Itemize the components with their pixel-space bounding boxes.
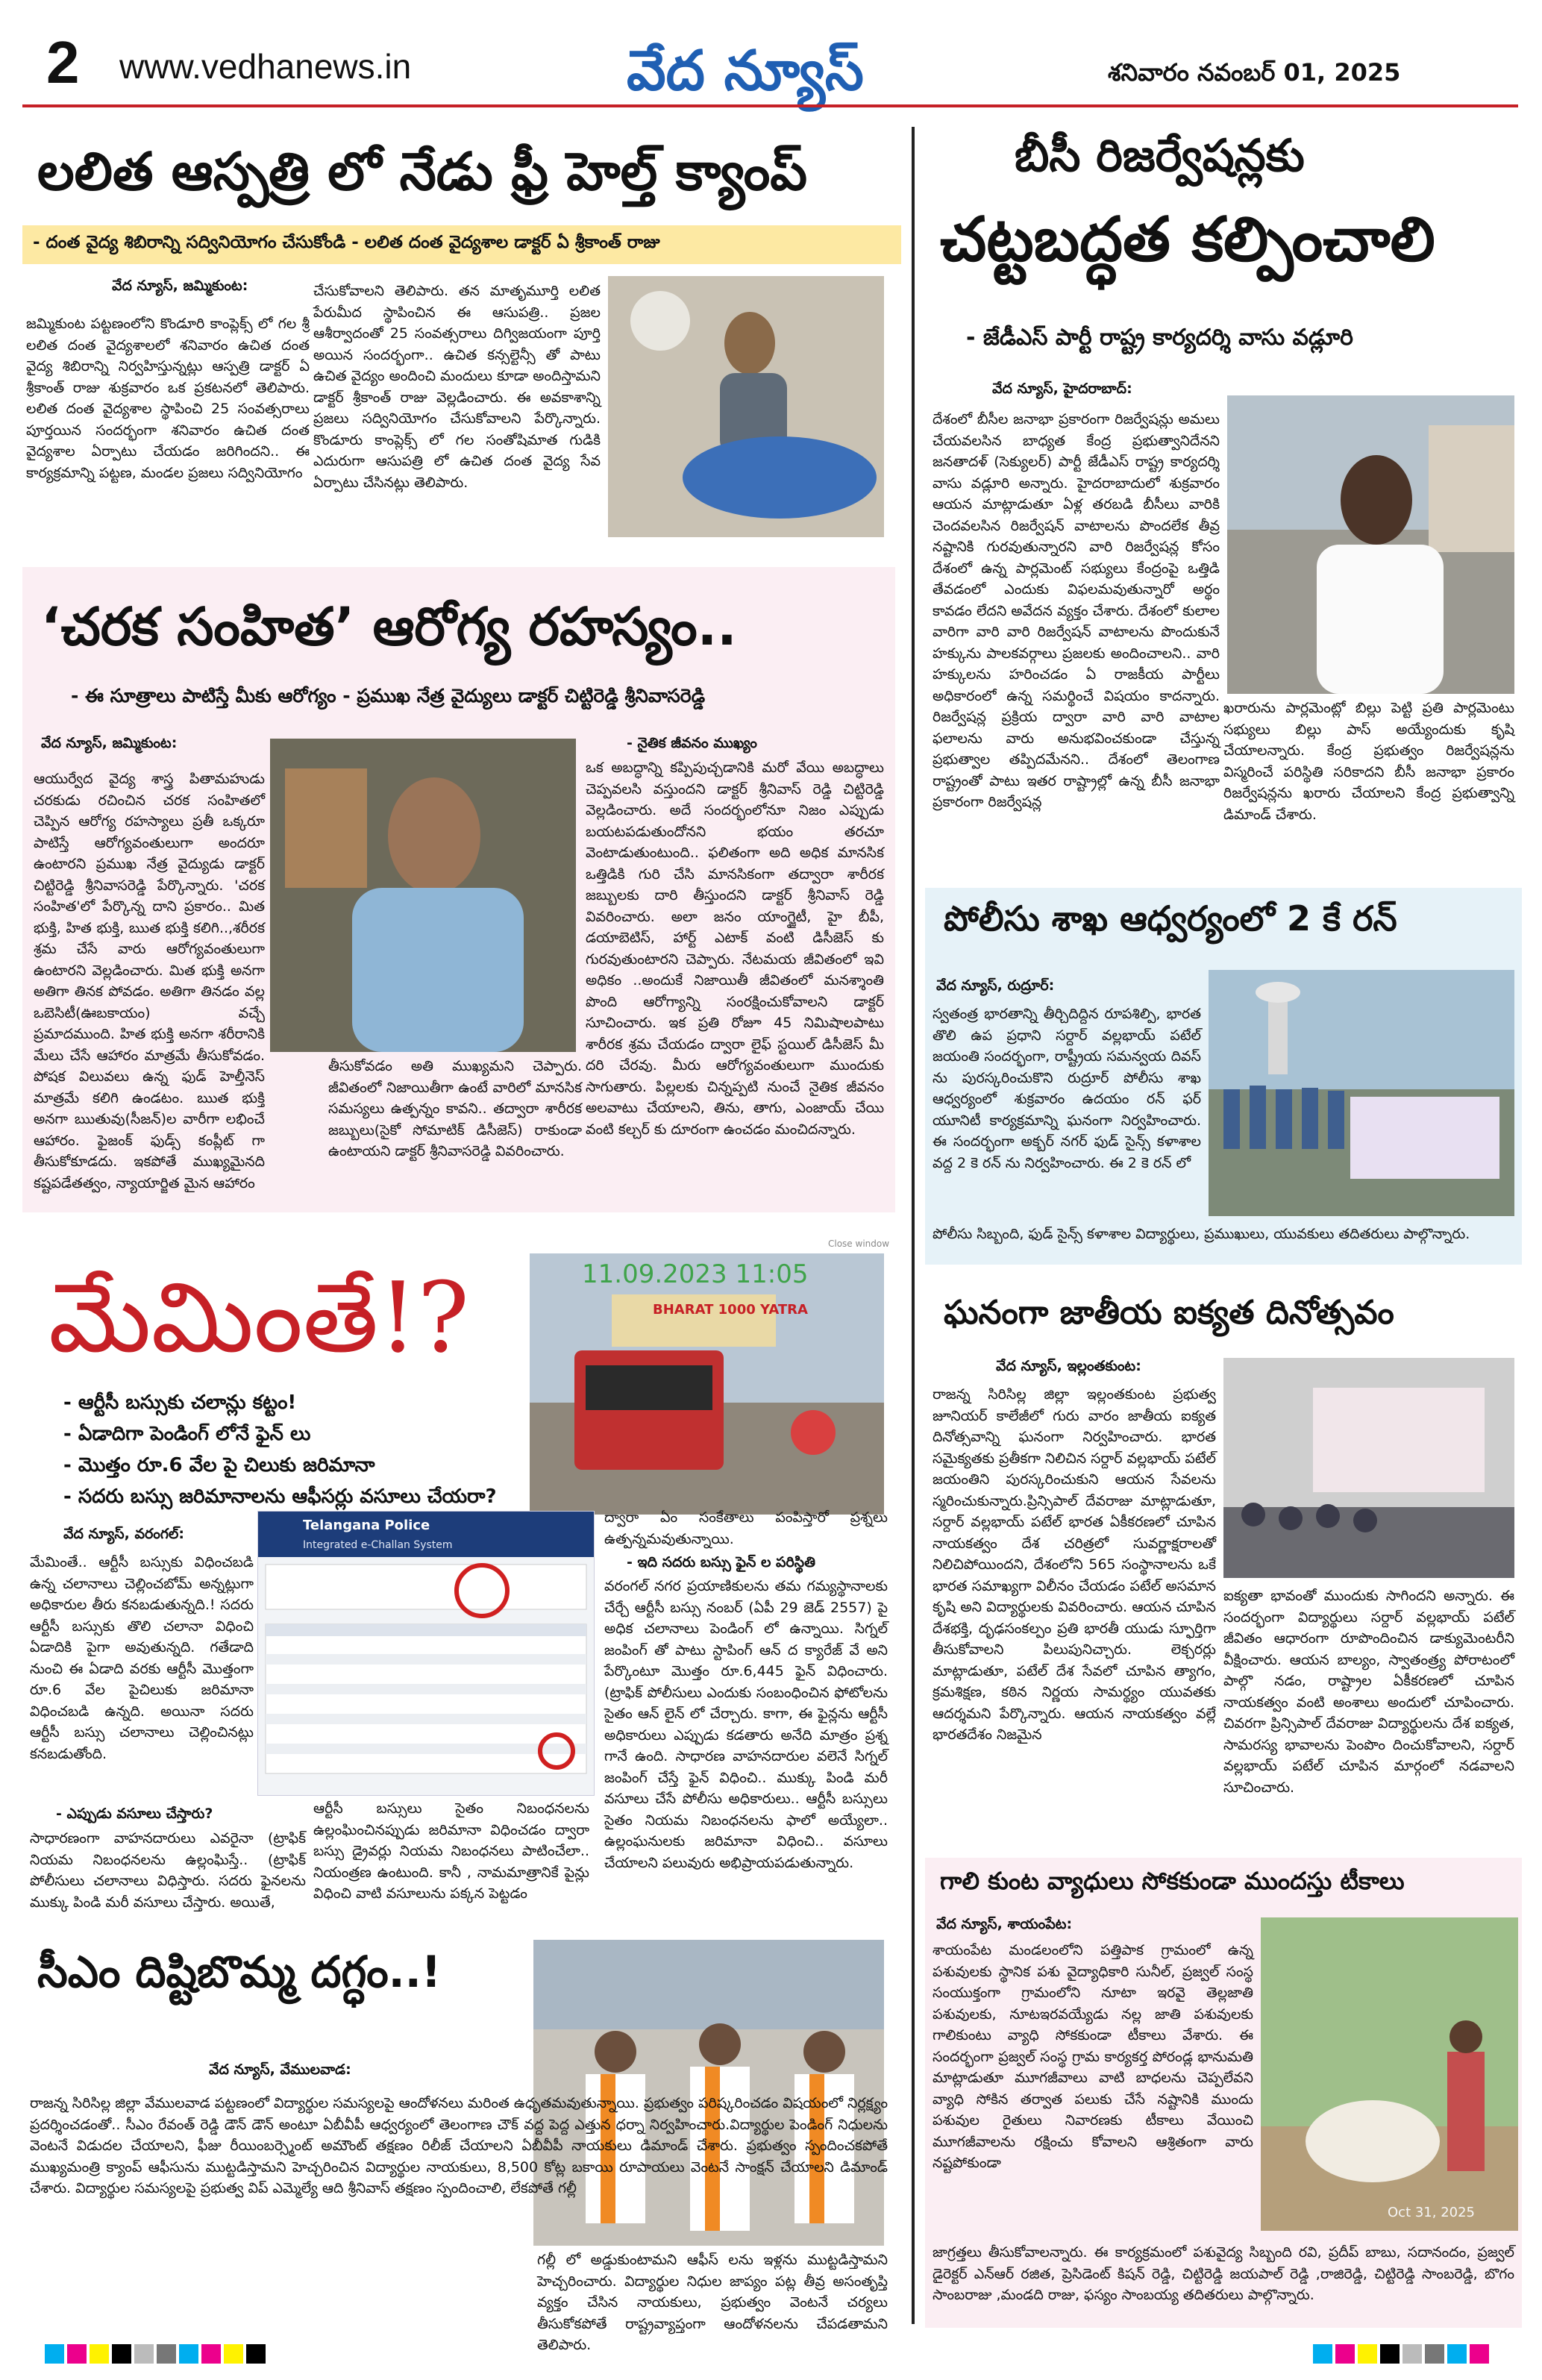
article3-col3-top: ద్వారా ఏం సంకేతాలు పంపిస్తారో ప్రశ్నలు ఉత్పన్నమవుతున్నాయి. [604, 1509, 888, 1547]
rtc-bus-photo [530, 1253, 884, 1515]
article5-col2: ఖరారును పార్లమెంట్లో బిల్లు పెట్టి ప్రతి పార్లమెంటు సభ్యులు బిల్లు పాస్ అయ్యేందుకు కృషి చేయాలన్నారు. కేంద్ర ప్రభుత్వం రిజర్వేషన్లను విస్మరించే పరిస్థితి సరికాదని బీసీ జనాభా ప్రకారం రిజర్వేషన్లను ఖరారు చేయాలని కేంద్ర ప్రభుత్వాన్ని డిమాండ్ చేశారు. [1223, 700, 1514, 823]
article8-col1: శాయంపేట మండలంలోని పత్తిపాక గ్రామంలో ఉన్న పశువులకు స్థానిక పశు వైద్యాధికారి సునీల్, ప్రజ్వల్ సంస్థ సంయుక్తంగా గ్రామంలోని నూటా ఇరవై తెల్లజాతి పశువులకు, నూటఇరవయ్యేడు నల్ల జాతి పశువులకు గాలికుంటు వ్యాధి సోకకుండా టీకాలు వేశారు. ఈ సందర్భంగా ప్రజ్వల్ సంస్థ గ్రామ కార్యకర్త పోరండ్ల భానుమతి మాట్లాడుతూ మూగజీవాలు వాటి బాధలను చెప్పలేవని వ్యాధి సోకిన తర్వాత పలుకు చేసే నష్టానికి ముందు పశువుల రైతులు నివారణకు టీకాలు వేయించి మూగజీవాలను రక్షించు కోవాలని ఆశ్రితంగా వారు నష్టపోకుండా [933, 1942, 1253, 2171]
article3-headline: మేమింతే!? [48, 1261, 470, 1374]
bullet-item: - మొత్తం రూ.6 వేల పై చిలుకు జరిమానా [63, 1454, 375, 1476]
article8-headline: గాలి కుంట వ్యాధులు సోకకుండా ముందస్తు టీకాలు [940, 1867, 1405, 1895]
page-number: 2 [46, 29, 80, 95]
article5-subline: - జేడీఎస్ పార్టీ రాష్ట్ర కార్యదర్శి వాసు వడ్లూరి [966, 325, 1353, 351]
article5-headline-line1: బీసీ రిజర్వేషన్లకు [1015, 130, 1305, 182]
article3-col2: ఆర్టీసీ బస్సులు సైతం నిబంధనలను ఉల్లంఘించినప్పుడు జరిమానా విధించడం ద్వారా బస్సు డ్రైవర్లు నియమ నిబంధనలు పాటించేలా.. నియంత్రణ ఉంటుంది. కానీ , నామమాత్రానికే పైన్లు విధించి వాటి వసూలును పక్కన పెట్టడం [313, 1800, 589, 1902]
article4-credit: వేద న్యూస్, వేములవాడ: [209, 2061, 351, 2078]
article3-subheading: - ఎప్పుడు వసూలు చేస్తారు? [56, 1806, 213, 1822]
article3-credit: వేద న్యూస్, వరంగల్: [63, 1526, 184, 1542]
2k-run-photo [1209, 970, 1514, 1216]
newspaper-logo: వేద న్యూస్ [627, 39, 864, 103]
bullet-item: - ఏడాదిగా పెండింగ్ లోనే ఫైన్ లు [63, 1423, 311, 1445]
article7-credit: వేద న్యూస్, ఇల్లంతకుంట: [996, 1358, 1141, 1374]
photo-source-note: Close window [828, 1238, 890, 1249]
article7-col1: రాజన్న సిరిసిల్ల జిల్లా ఇల్లంతకుంట ప్రభుత్వ జూనియర్ కాలేజీలో గురు వారం జాతీయ ఐక్యత దినోత్సవాన్ని ఘనంగా నిర్వహించారు. భారత సమైక్యతకు ప్రతీకగా నిలిచిన సర్దార్ వల్లభాయ్ పటేల్ జయంతిని పురస్కరించుకుని ఆయన సేవలను స్మరించుకున్నారు.ప్రిన్సిపాల్ దేవరాజు మాట్లాడుతూ, సర్దార్ వల్లభాయ్ పటేల్ భారత ఏకీకరణలో చూపిన నాయకత్వం దేశ చరిత్రలో సువర్ణాక్షరాలతో నిలిచిపోయిందని, దేశంలోని 565 సంస్థానాలను ఒకే భారత సమాఖ్యగా విలీనం చేయడం పటేల్ అసమాన కృషి అని విద్యార్థులకు వివరించారు. ఆయన చూపిన దేశభక్తి, దృఢసంకల్పం ప్రతి భారతీ యుడు స్ఫూర్తిగా తీసుకోవాలని పిలుపునిచ్చారు. లెక్చరర్లు మాట్లాడుతూ, పటేల్ దేశ సేవలో చూపిన త్యాగం, క్రమశిక్షణ, కఠిన నిర్ణయ సామర్థ్యం యువతకు ఆదర్శమని పేర్కొన్నారు. ఆయన నాయకత్వం వల్లే భారతదేశం నిజమైన [933, 1386, 1216, 1743]
article6-headline: పోలీసు శాఖ ఆధ్వర్యంలో 2 కే రన్ [944, 898, 1397, 939]
echallan-title: Telangana Police [258, 1512, 594, 1539]
article3-bullets [63, 1391, 526, 1517]
article7-col2: ఐక్యతా భావంతో ముందుకు సాగిందని అన్నారు. ఈ సందర్భంగా విద్యార్థులు సర్దార్ వల్లభాయ్ పటేల్ జీవితం ఆధారంగా రూపొందించిన డాక్యుమెంటరీని వీక్షించారు. ఆయన బాల్యం, స్వాతంత్ర్య పోరాటంలో పాల్గొ నడం, రాష్ట్రాల ఏకీకరణలో చూపిన నాయకత్వం వంటి అంశాలు అందులో చూపించారు. చివరగా ప్రిన్సిపాల్ దేవరాజు విద్యార్థులను దేశ ఐక్యత, సామరస్య భావాలను పెంపొం దించుకోవాలని, సర్దార్ వల్లభాయ్ పటేల్ చూపిన మార్గంలో నడవాలని సూచించారు. [1223, 1588, 1514, 1796]
article4-headline: సీఎం దిష్టిబొమ్మ దగ్ధం..! [37, 1947, 442, 1997]
echallan-screenshot [257, 1511, 595, 1796]
photo-timestamp: 11.09.2023 11:05 [582, 1259, 809, 1289]
article2-col2: తీసుకోవడం అతి ముఖ్యమని చెప్పారు. జీవితంలో నిజాయితీగా ఉంటే వారిలో మానసిక సమస్యలు ఉత్పన్నం కావని.. తద్వారా శారీరక జబ్బులు(సైకో సోమాటిక్ డిసీజెస్) రాకుండా ఉంటాయని డాక్టర్ శ్రీనివాసరెడ్డి వివరించారు. [328, 1058, 582, 1159]
registration-strip-left [45, 2344, 269, 2364]
article6-tail: పోలీసు సిబ్బంది, ఫుడ్ సైన్స్ కళాశాల విద్యార్థులు, ప్రముఖులు, యువకులు తదితరులు పాల్గొన్నారు. [933, 1226, 1470, 1242]
article2-subline: - ఈ సూత్రాలు పాటిస్తే మీకు ఆరోగ్యం - ప్రముఖ నేత్ర వైద్యులు డాక్టర్ చిట్టిరెడ్డి శ్రీనివాసరెడ్డి [71, 685, 706, 707]
article5-credit: వేద న్యూస్, హైదరాబాద్: [992, 381, 1132, 397]
article8-tail: జాగ్రత్తలు తీసుకోవాలన్నారు. ఈ కార్యక్రమంలో పశువైద్య సిబ్బంది రవి, ప్రదీప్ బాబు, సదానందం, ప్రజ్వల్ డైరెక్టర్ ఎన్ఆర్ రజిత, ప్రెసిడెంట్ కిషన్ రెడ్డి, చిట్టిరెడ్డి జయపాల్ రెడ్డి ,రాజిరెడ్డి, చిట్టిరెడ్డి సాంబరెడ్డి, బొగం సాంబరాజు ,మండది రాజు, ఫస్యం సాంబయ్య తదితరులు పాల్గొన్నారు. [933, 2244, 1514, 2303]
article7-headline: ఘనంగా జాతీయ ఐక్యత దినోత్సవం [944, 1294, 1394, 1332]
registration-strip-right [1313, 2344, 1492, 2364]
issue-date: శనివారం నవంబర్ 01, 2025 [1108, 58, 1401, 87]
bullet-item: - ఆర్టీసీ బస్సుకు చలాన్లు కట్టం! [63, 1391, 297, 1414]
article3-col1: మేమింతే.. ఆర్టీసీ బస్సుకు విధించబడి ఉన్న చలానాలు చెల్లించబోమ్ అన్నట్లుగా అధికారుల తీరు కనబడుతున్నది.! సదరు ఆర్టీసీ బస్సుకు తొలి చలానా విధించి ఏడాదికి పైగా అవుతున్నది. గతేడాది నుంచి ఈ ఏడాది వరకు ఆర్టీసీ మొత్తంగా రూ.6 వేల పైచిలుకు జరిమానా విధించబడి ఉన్నది. అయినా సదరు ఆర్టీసీ బస్సు చలానాలు చెల్లించినట్లు కనబడుతోంది. [30, 1554, 254, 1762]
article1-subline: - దంత వైద్య శిబిరాన్ని సద్వినియోగం చేసుకోండి - లలిత దంత వైద్యశాల డాక్టర్ ఏ శ్రీకాంత్ రాజు [22, 225, 901, 264]
article2-side-heading: - నైతిక జీవనం ముఖ్యం [627, 735, 757, 751]
article1-credit: వేద న్యూస్, జమ్మికుంట: [112, 278, 248, 294]
article2-col1: ఆయుర్వేద వైద్య శాస్త్ర పితామహుడు చరకుడు రచించిన చరక సంహితలో చెప్పిన ఆరోగ్య రహస్యాలు ప్రతీ ఒక్కరూ పాటిస్తే ఆరోగ్యవంతులుగా అందరూ ఉంటారని ప్రముఖ నేత్ర వైద్యుడు డాక్టర్ చిట్టిరెడ్డి శ్రీనివాసరెడ్డి పేర్కొన్నారు. 'చరక సంహిత'లో పేర్కొన్న దాని ప్రకారం.. మిత భుక్తి, హిత భుక్తి, ఋత భుక్తి కలిగి..,శరీరక శ్రమ చేసే వారు ఆరోగ్యవంతులుగా ఉంటారని వెల్లడించారు. మిత భుక్తి అనగా అతిగా తినక పోవడం. అతిగా తినడం వల్ల ఒబెసిటీ(ఊబకాయం) వచ్చే ప్రమాదముంది. హిత భుక్తి అనగా శరీరానికి మేలు చేసే ఆహారం మాత్రమే తీసుకోవడం. పోషక విలువలు ఉన్న ఫుడ్ హెల్తీనెస్ మాత్రమే కలిగి ఉండటం. ఋత భుక్తి అనగా ఋతువు(సీజన్)ల వారీగా లభించే ఆహారం. ఫైజంక్ ఫుడ్స్ కంప్లీట్ గా తీసుకోకూడదు. ఇకపోతే ముఖ్యమైనది కష్టపడేతత్వం, న్యాయార్జిత మైన ఆహారం [34, 771, 265, 1191]
article6-col1: స్వతంత్ర భారతాన్ని తీర్చిదిద్దిన రూపశిల్పి, భారత తొలి ఉప ప్రధాని సర్దార్ వల్లభాయ్ పటేల్ జయంతి సందర్భంగా, రాష్ట్రీయ సమన్వయ దివస్ ను పురస్కరించుకొని రుద్రూర్ పోలీసు శాఖ ఆధ్వర్యంలో శుక్రవారం ఉదయం రన్ ఫర్ యూనిటీ కార్యక్రమాన్ని ఘనంగా నిర్వహించారు. ఈ సందర్భంగా అక్బర్ నగర్ ఫుడ్ సైన్స్ కళాశాల వద్ద 2 కె రన్ ను నిర్వహించారు. ఈ 2 కె రన్ లో [933, 1006, 1201, 1171]
article1-col2: చేసుకోవాలని తెలిపారు. తన మాతృమూర్తి లలిత పేరుమీద స్థాపించిన ఈ ఆసుపత్రి.. ప్రజల ఆశీర్వాదంతో 25 సంవత్సరాలు దిగ్విజయంగా పూర్తి అయిన సందర్భంగా.. ఉచిత కన్సల్టెన్సీ తో పాటు ఉచిత వైద్యం అందించి మందులు కూడా అందిస్తామని డాక్టర్ శ్రీకాంత్ రాజు వెల్లడించారు. ఈ అవకాశాన్ని ప్రజలు సద్వినియోగం చేసుకోవాలని పేర్కొన్నారు. కొండూరు కాంప్లెక్స్ లో గల సంతోషిమాత గుడికి ఎదురుగా ఆసుపత్రి లో ఉచిత దంత వైద్య సేవ ఏర్పాటు చేసినట్లు తెలిపారు. [313, 283, 601, 491]
article1-col1: జమ్మికుంట పట్టణంలోని కొండూరి కాంప్లెక్స్ లో గల శ్రీ లలిత దంత వైద్యశాలలో శనివారం ఉచిత దంత వైద్య శిబిరాన్ని నిర్వహిస్తున్నట్లు ఆస్పత్రి డాక్టర్ ఏ శ్రీకాంత్ రాజు శుక్రవారం ఒక ప్రకటనలో తెలిపారు. లలిత దంత వైద్యశాల స్థాపించి 25 సంవత్సరాలు పూర్తయిన సందర్భంగా శనివారం ఉచిత దంత వైద్యశాల ఏర్పాటు చేయడం జరిగిందని.. ఈ కార్యక్రమాన్ని పట్టణ, మండల ప్రజలు సద్వినియోగం [26, 316, 310, 481]
column-divider [912, 127, 915, 2324]
photo-timestamp: Oct 31, 2025 [1388, 2205, 1475, 2220]
echallan-subtitle: Integrated e-Challan System [258, 1539, 594, 1557]
unity-day-photo [1223, 1358, 1514, 1578]
article5-headline-line2: చట్టబద్ధత కల్పించాలి [940, 204, 1435, 275]
dental-camp-photo [608, 276, 884, 537]
article5-col1: దేశంలో బీసీల జనాభా ప్రకారంగా రిజర్వేషన్లు అమలు చేయవలసిన బాధ్యత కేంద్ర ప్రభుత్వానిదేనని జనతాదళ్ (సెక్యులర్) పార్టీ జేడీఎస్ రాష్ట్ర కార్యదర్శి వాసు వడ్లూరి అన్నారు. హైదరాబాదులో శుక్రవారం ఆయన మాట్లాడుతూ ఏళ్ల తరబడి బీసీలు వారికి చెందవలసిన రిజర్వేషన్ వాటాలను పొందలేక తీవ్ర నష్టానికి గురవుతున్నారని వారి రిజర్వేషన్ల కోసం దేశంలో ఉన్న పార్లమెంట్ సభ్యులు కేంద్రంపై ఒత్తిడి తేవడంలో ఎందుకు విఫలమవుతున్నారో అర్థం కావడం లేదని అవేదన వ్యక్తం చేశారు. దేశంలో కులాల వారిగా వారి వారి రిజర్వేషన్ వాటాలను పొందుకునే హక్కును పాలకవర్గాలు ప్రజలకు అందించాలని.. వారి హక్కులను హరించడం ఏ రాజకీయ పార్టీలు అధికారంలో ఉన్న సమర్థించే విషయం కాదన్నారు. రిజర్వేషన్ల ప్రక్రియ ద్వారా వారి వారి వాటాల ఫలాలను వారు అనుభవించకుండా చేస్తున్న ప్రభుత్వాల తప్పిదమేనని.. దేశంలో తెలంగాణ రాష్ట్రంతో పాటు ఇతర రాష్ట్రాల్లో ఉన్న బీసీ జనాభా ప్రకారంగా రిజర్వేషన్ల [933, 411, 1220, 810]
article4-col1: రాజన్న సిరిసిల్ల జిల్లా వేములవాడ పట్టణంలో విద్యార్థుల సమస్యలపై ఆందోళనలు మరింత ఉధృతమవుతున్నాయి. ప్రభుత్వం పరిష్కరించడం విషయంలో నిర్లక్ష్యం ప్రదర్శించడంతో.. సీఎం రేవంత్ రెడ్డి డౌన్ డౌన్ అంటూ ఏబీవీపీ ఆధ్వర్యంలో తెలంగాణ చౌక్ వద్ద పెద్ద ఎత్తున ధర్నా నిర్వహించారు.విద్యార్థుల పెండింగ్ నిధులను వెంటనే విడుదల చేయాలని, ఫీజు రీయింబర్స్మెంట్ అమౌంట్ తక్షణం రిలీజ్ చేయాలని ఏబీవీపీ నాయకులు డిమాండ్ చేశారు. ప్రభుత్వం స్పందించకపోతే ముఖ్యమంత్రి క్యాంప్ ఆఫీసును ముట్టడిస్తామని హెచ్చరించిన విద్యార్థుల నాయకులు, 8,500 కోట్ల బకాయి రూపాయలు వెంటనే సాంక్షన్ చేయాలని డిమాండ్ చేశారు. విద్యార్థుల సమస్యలపై ప్రభుత్వ విప్ ఎమ్మెల్యే ఆది శ్రీనివాస్ తక్షణం స్పందించాలి, లేకపోతే గల్లీ [30, 2095, 888, 2196]
article3-col1b: సాధారణంగా వాహనదారులు ఎవరైనా (ట్రాఫిక్ నియమ నిబంధనలను ఉల్లంఘిస్తే.. (ట్రాఫిక్ పోలీసులు చలానాలు విధిస్తారు. సదరు ఫైనలను ముక్కు పిండి మరీ వసూలు చేస్తారు. అయితే, [30, 1830, 306, 1911]
article2-credit: వేద న్యూస్, జమ్మికుంట: [41, 735, 178, 751]
doctor-portrait-photo [270, 739, 576, 1052]
article3-col3: వరంగల్ నగర ప్రయాణికులను తమ గమ్యస్థానాలకు చేర్చే ఆర్టీసీ బస్సు నంబర్ (ఏపీ 29 జెడ్ 2557) పై అధిక చలానాలు పెండింగ్ లో ఉన్నాయి. సిగ్నల్ జంపింగ్ తో పాటు స్టాపింగ్ ఆన్ ద క్యారేజ్ వే అని పేర్కొంటూ మొత్తం రూ.6,445 ఫైన్ విధించారు. (ట్రాఫిక్ పోలీసులు ఎందుకు సంబంధించిన ఫోటోలను సైతం ఆన్ లైన్ లో చేర్చారు. కాగా, ఈ ఫైన్లను ఆర్టీసీ అధికారులు ఎప్పుడు కడతారు అనేది మాత్రం ప్రశ్న గానే ఉంది. సాధారణ వాహనదారుల వలెనే సిగ్నల్ జంపింగ్ చేస్తే ఫైన్ విధించి.. ముక్కు పిండి మరీ వసూలు చేసే పోలీసు అధికారులు.. ఆర్టీసీ బస్సులు సైతం నియమ నిబంధనలను ఫాలో అయ్యేలా.. ఉల్లంఘనులకు జరిమానా విధించి.. వసూలు చేయాలని పలువురు అభిప్రాయపడుతున్నారు. [604, 1578, 888, 1871]
article4-col2: గల్లీ లో అడ్డుకుంటామని ఆఫీస్ లను ఇళ్లను ముట్టడిస్తామని హెచ్చరించారు. విద్యార్థుల నిధుల జాప్యం పట్ల తీవ్ర అసంతృప్తి వ్యక్తం చేసిన నాయకులు, ప్రభుత్వం వెంటనే చర్యలు తీసుకోకపోతే రాష్ట్రవ్యాప్తంగా ఆందోళనలను చేపడతామని తెలిపారు. [537, 2252, 888, 2353]
masthead-rule [22, 104, 1518, 107]
billboard-text: BHARAT 1000 YATRA [653, 1302, 808, 1318]
article8-credit: వేద న్యూస్, శాయంపేట: [936, 1916, 1073, 1932]
article2-col3: ఒక అబద్ధాన్ని కప్పిపుచ్చడానికి మరో వేయి అబద్ధాలు చెప్పవలసి వస్తుందని డాక్టర్ శ్రీనివాస్ రెడ్డి చిట్టిరెడ్డి వెల్లడించారు. అదే సందర్భంలోనూ నిజం ఎప్పుడు బయటపడుతుందోనని భయం తరచూ వెంటాడుతుంటుంది.. ఫలితంగా అది అధిక మానసిక ఒత్తిడికి గురి చేసి మానసికంగా తద్వారా శారీరక జబ్బులకు దారి తీస్తుందని డాక్టర్ శ్రీనివాస్ రెడ్డి వివరించారు. అలా జనం యాంగ్జైటీ, హై బీపీ, డయాబెటిస్, హార్ట్ ఎటాక్ వంటి డిసీజెస్ కు గురవుతుంటారని చెప్పారు. నేటమయ జీవితంలో ఇవి అధికం ..అందుకే నిజాయితీ జీవితంలో మనశ్శాంతి పొంది ఆరోగ్యాన్ని సంరక్షించుకోవాలని డాక్టర్ సూచించారు. ఇక ప్రతి రోజూ 45 నిమిషాలపాటు శారీరక శ్రమ చేయడం ద్వారా లైఫ్ స్టయిల్ డిసీజెస్ మీ దరి చేరవు. మీరు ఆరోగ్యవంతులుగా ముందుకు సాగుతారు. పిల్లలకు చిన్నప్పటి నుంచే నైతిక జీవనం అలవాటు చేయాలని, తిను, తాగు, ఎంజాయ్ చేయి వంటి కల్చర్ కు దూరంగా ఉంచడం మంచిదన్నారు. [586, 760, 884, 1138]
bullet-item: - సదరు బస్సు జరిమానాలను ఆఫీసర్లు వసూలు చేయరా? [63, 1485, 497, 1508]
article6-credit: వేద న్యూస్, రుద్రూర్: [936, 977, 1055, 994]
article3-subheading2: - ఇది సదరు బస్సు ఫైన్ ల పరిస్థితి [627, 1554, 816, 1571]
cattle-vaccination-photo [1261, 1917, 1518, 2231]
article1-headline: లలిత ఆస్పత్రి లో నేడు ఫ్రీ హెల్త్ క్యాంప్ [37, 141, 808, 202]
site-url[interactable]: www.vedhanews.in [119, 47, 412, 86]
article2-headline: ‘చరక సంహిత’ ఆరోగ్య రహస్యం.. [41, 596, 737, 657]
jds-leader-photo [1227, 395, 1514, 694]
